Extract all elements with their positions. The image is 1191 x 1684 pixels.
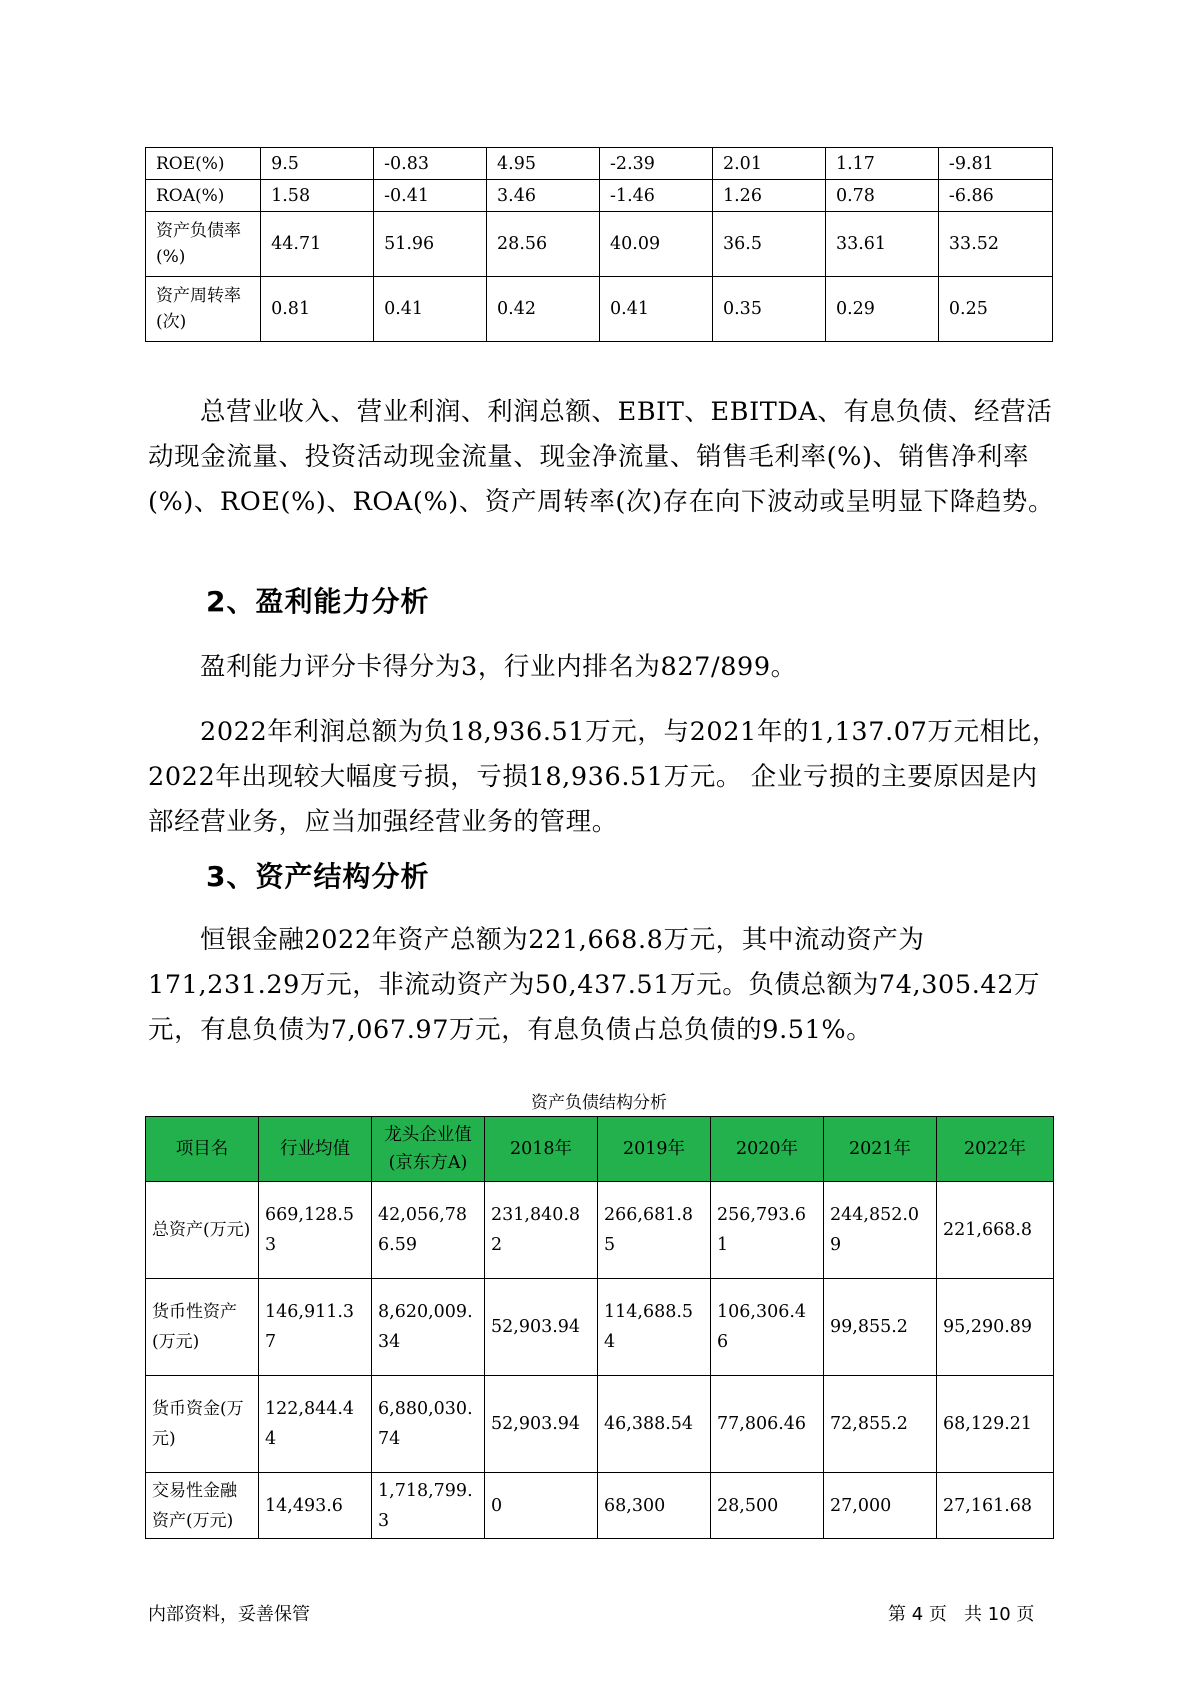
table-cell: 68,129.21 xyxy=(937,1376,1054,1473)
table-cell: 256,793.61 xyxy=(711,1182,824,1279)
table-cell: 6,880,030.74 xyxy=(372,1376,485,1473)
table-cell: 36.5 xyxy=(712,212,825,277)
table-cell: -0.41 xyxy=(374,180,487,212)
column-header: 2018年 xyxy=(485,1117,598,1182)
table-cell: 231,840.82 xyxy=(485,1182,598,1279)
table-cell: 114,688.54 xyxy=(598,1279,711,1376)
table-header-row xyxy=(146,1117,1054,1182)
row-label: 资产周转率(次) xyxy=(146,277,261,342)
section-heading-asset-structure: 3、资产结构分析 xyxy=(206,860,430,893)
table-cell: 28.56 xyxy=(487,212,600,277)
table-cell: 146,911.37 xyxy=(259,1279,372,1376)
table-cell: 52,903.94 xyxy=(485,1376,598,1473)
table-cell: 0.25 xyxy=(938,277,1052,342)
section-heading-profitability: 2、盈利能力分析 xyxy=(206,585,430,618)
table-cell: 266,681.85 xyxy=(598,1182,711,1279)
balance-structure-table xyxy=(145,1116,1054,1539)
table-cell: 99,855.2 xyxy=(824,1279,937,1376)
table-cell: 0.41 xyxy=(600,277,713,342)
column-header: 龙头企业值(京东方A) xyxy=(372,1117,485,1182)
table-cell: -9.81 xyxy=(938,148,1052,180)
table-cell: 68,300 xyxy=(598,1473,711,1539)
table-cell: 2.01 xyxy=(712,148,825,180)
row-label: ROA(%) xyxy=(146,180,261,212)
table-row xyxy=(146,148,1053,180)
table-cell: 51.96 xyxy=(374,212,487,277)
table-cell: -6.86 xyxy=(938,180,1052,212)
table-cell: 4.95 xyxy=(487,148,600,180)
table-cell: 1.58 xyxy=(261,180,374,212)
table-cell: 244,852.09 xyxy=(824,1182,937,1279)
table-cell: 33.61 xyxy=(825,212,938,277)
trend-paragraph: 总营业收入、营业利润、利润总额、EBIT、EBITDA、有息负债、经营活动现金流量、投资活动现金流量、现金净流量、销售毛利率(%)、销售净利率(%)、ROE(%)、ROA(%)、资产周转率(次)存在向下波动或呈明显下降趋势。 xyxy=(148,397,1055,517)
table-row xyxy=(146,1182,1054,1279)
table-row xyxy=(146,1279,1054,1376)
table-cell: 77,806.46 xyxy=(711,1376,824,1473)
table-cell: 0.35 xyxy=(712,277,825,342)
asset-paragraph: 恒银金融2022年资产总额为221,668.8万元，其中流动资产为171,231.29万元，非流动资产为50,437.51万元。负债总额为74,305.42万元，有息负债为7,067.97万元，有息负债占总负债的9.51%。 xyxy=(148,925,1041,1045)
table-cell: -0.83 xyxy=(374,148,487,180)
table-cell: 46,388.54 xyxy=(598,1376,711,1473)
row-label: 总资产(万元) xyxy=(146,1182,259,1279)
table-cell: 669,128.53 xyxy=(259,1182,372,1279)
table-cell: 1,718,799.3 xyxy=(372,1473,485,1539)
table-cell: 0.41 xyxy=(374,277,487,342)
table-row xyxy=(146,277,1053,342)
row-label: 交易性金融资产(万元) xyxy=(146,1473,259,1539)
table-cell: 1.17 xyxy=(825,148,938,180)
table-row xyxy=(146,180,1053,212)
table-cell: -1.46 xyxy=(600,180,713,212)
table-cell: 0.42 xyxy=(487,277,600,342)
table-cell: 106,306.46 xyxy=(711,1279,824,1376)
score-paragraph: 盈利能力评分卡得分为3，行业内排名为827/899。 xyxy=(200,652,797,682)
table-cell: 44.71 xyxy=(261,212,374,277)
metrics-table xyxy=(145,147,1053,342)
row-label: 货币资金(万元) xyxy=(146,1376,259,1473)
table-cell: 0 xyxy=(485,1473,598,1539)
table-row xyxy=(146,1376,1054,1473)
profit-paragraph: 2022年利润总额为负18,936.51万元，与2021年的1,137.07万元相比，2022年出现较大幅度亏损，亏损18,936.51万元。 企业亏损的主要原因是内部经营业务，应当加强经营业务的管理。 xyxy=(148,717,1058,837)
table-cell: 122,844.44 xyxy=(259,1376,372,1473)
table-cell: 1.26 xyxy=(712,180,825,212)
column-header: 2022年 xyxy=(937,1117,1054,1182)
column-header: 项目名 xyxy=(146,1117,259,1182)
table-cell: 14,493.6 xyxy=(259,1473,372,1539)
table-caption: 资产负债结构分析 xyxy=(531,1093,667,1113)
column-header: 2019年 xyxy=(598,1117,711,1182)
table-cell: 72,855.2 xyxy=(824,1376,937,1473)
table-cell: 27,161.68 xyxy=(937,1473,1054,1539)
footer-page-number: 第 4 页 共 10 页 xyxy=(888,1604,1035,1625)
column-header: 2021年 xyxy=(824,1117,937,1182)
table-cell: 0.29 xyxy=(825,277,938,342)
table-cell: 3.46 xyxy=(487,180,600,212)
table-cell: 0.81 xyxy=(261,277,374,342)
table-cell: 221,668.8 xyxy=(937,1182,1054,1279)
table-cell: 52,903.94 xyxy=(485,1279,598,1376)
row-label: 资产负债率(%) xyxy=(146,212,261,277)
table-cell: 40.09 xyxy=(600,212,713,277)
table-row xyxy=(146,1473,1054,1539)
table-cell: 33.52 xyxy=(938,212,1052,277)
table-cell: 9.5 xyxy=(261,148,374,180)
column-header: 2020年 xyxy=(711,1117,824,1182)
table-cell: 28,500 xyxy=(711,1473,824,1539)
footer-confidential: 内部资料，妥善保管 xyxy=(148,1604,310,1625)
table-row xyxy=(146,212,1053,277)
column-header: 行业均值 xyxy=(259,1117,372,1182)
table-cell: 27,000 xyxy=(824,1473,937,1539)
table-cell: 42,056,786.59 xyxy=(372,1182,485,1279)
table-cell: 8,620,009.34 xyxy=(372,1279,485,1376)
table-cell: 0.78 xyxy=(825,180,938,212)
row-label: 货币性资产(万元) xyxy=(146,1279,259,1376)
table-cell: 95,290.89 xyxy=(937,1279,1054,1376)
table-cell: -2.39 xyxy=(600,148,713,180)
row-label: ROE(%) xyxy=(146,148,261,180)
